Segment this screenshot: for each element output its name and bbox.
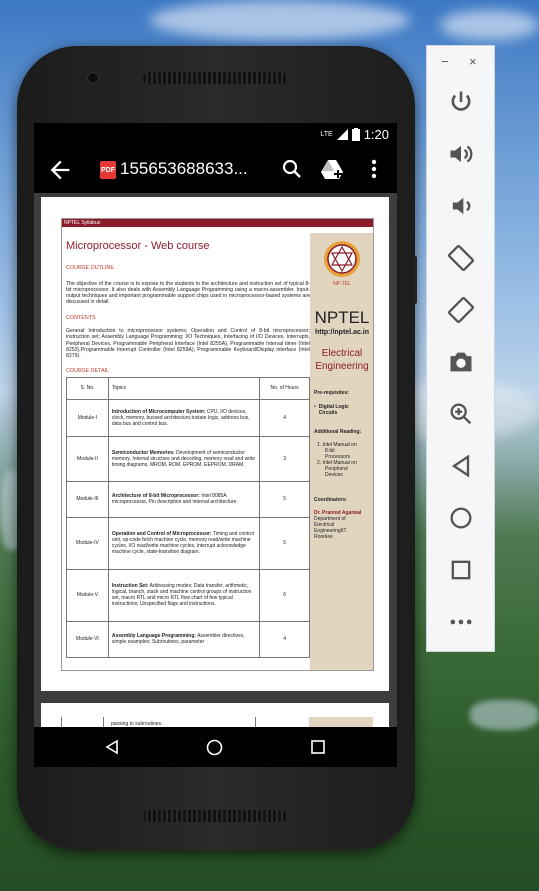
nav-recents-icon[interactable]: [310, 739, 326, 755]
col-sno: S. No.: [67, 377, 109, 399]
svg-text:NP-TEL: NP-TEL: [333, 281, 351, 287]
department: Electrical Engineering: [315, 348, 369, 372]
device-screen: [34, 123, 397, 767]
home-icon[interactable]: [447, 504, 475, 532]
syllabus-band: NPTEL Syllabus: [62, 219, 374, 227]
nav-back-icon[interactable]: [104, 739, 120, 755]
table-row: Module-VI Assembly Language Programming: Assembler directives, simple examples; Subroutines, parameter 4: [67, 621, 310, 657]
close-button[interactable]: ×: [469, 54, 477, 69]
table-row: Module-V Instruction Set: Addressing modes; Data transfer, arithmetic, logical, branch, stack and machine control groups of instruction set, macro RTL and micro RTL flow chart of few typical instructions; Unspecified flags and instructions. 6: [67, 569, 310, 621]
lte-label: LTE: [320, 131, 333, 138]
table-row: Module-IV Operation and Control of Microprocessor: Timing and control unit, op-code fetch machine cycle, memory read/write machine cycles, I/O read/write machine cycles, interrupt acknowledge machine cycle, state-transition diagram. 5: [67, 517, 310, 569]
contents-text: General Introduction to microprocessor systems; Operation and Control of 8-bit microprocessor; instruction set; Assembly Language Programming; I/O Techniques, Interfacing of I/O Devices, Interrupts, Peripheral Devices, Programmable Peripheral Interface (Intel 8255A), Programmable Interval timer (Intel 8253),Programmable Interrupt Controller (Intel 8259A), Programmable Keyboard/Display interface (Intel 8279).: [66, 328, 310, 360]
course-sidebar: [310, 233, 374, 671]
course-title: Microprocessor - Web course: [66, 240, 210, 252]
reading-section: Additional Reading: 1. Intel Manual on 8-bit Processors 2. Intel Manual on Peripheral Devices: [314, 429, 362, 478]
outline-heading: COURSE OUTLINE: [66, 265, 114, 272]
table-row: Module-II Semiconductor Memories: Development of semiconductor memory, Internal structure and decoding, memory read and write timing diagrams, MROM, ROM, EPROM, EEPROM, DRAM. 3: [67, 436, 310, 481]
nptel-url: http://nptel.ac.in: [314, 329, 370, 336]
signal-icon: [337, 129, 348, 140]
rotate-right-icon[interactable]: [447, 296, 475, 324]
add-to-drive-icon[interactable]: [320, 157, 344, 181]
battery-icon: [352, 128, 360, 141]
minimize-button[interactable]: −: [441, 54, 449, 69]
overview-icon[interactable]: [447, 556, 475, 584]
clock: 1:20: [363, 127, 389, 142]
pdf-page: [41, 197, 389, 691]
detail-heading: COURSE DETAIL: [66, 367, 110, 374]
pdf-file-icon: PDF: [100, 161, 116, 179]
rotate-left-icon[interactable]: [447, 244, 475, 272]
back-icon[interactable]: [447, 452, 475, 480]
search-icon[interactable]: [280, 157, 304, 181]
power-icon[interactable]: [447, 88, 475, 116]
outline-text: The objective of the course is to expose to the students to the architecture and instruction set of typical 8-bit microprocessor. It also deals with Assembly Language Programming using a macro-assembler. Input-output techniques and important programmable support chips used in microprocessor-based systems are discussed in detail.: [66, 280, 310, 306]
volume-up-icon[interactable]: [447, 140, 475, 168]
emulator-toolbar: [426, 45, 495, 652]
more-icon[interactable]: [447, 608, 475, 636]
prereq-section: Pre-requisites: • Digital Logic Circuits: [314, 390, 350, 416]
table-header-row: [67, 377, 310, 399]
nptel-logo: [318, 239, 366, 287]
contents-heading: CONTENTS: [66, 314, 96, 321]
navigation-bar: [34, 727, 397, 767]
course-table: [66, 377, 310, 658]
nptel-name: NPTEL: [314, 308, 370, 327]
col-topics: Topics: [108, 377, 259, 399]
col-hours: No. of Hours: [260, 377, 310, 399]
nav-home-icon[interactable]: [206, 739, 223, 756]
coordinators-section: Coordinators: Dr. Pramod Agarwal Department of Electrical EngineeringIIT Roorkee: [314, 497, 362, 540]
more-options-icon[interactable]: [364, 157, 384, 181]
pdf-viewer[interactable]: [34, 193, 397, 727]
table-row: Module-III Architecture of 8-bit Microprocessor: Intel 8085A microprocessor, Pin description and internal architecture. 5: [67, 481, 310, 517]
back-arrow-icon[interactable]: [46, 156, 74, 184]
front-camera: [87, 72, 99, 84]
power-key: [413, 256, 417, 304]
status-bar: [34, 123, 397, 147]
next-page-text: passing to subroutines.: [111, 721, 163, 727]
volume-down-icon[interactable]: [447, 192, 475, 220]
app-toolbar: [34, 147, 397, 193]
syllabus-document: [61, 218, 374, 671]
zoom-icon[interactable]: [447, 400, 475, 428]
table-row: Module-I Introduction of Microcomputer System: CPU, I/O devices, clock, memory, bussed architecture,tristate logic, address bus, data bus and control bus. 4: [67, 399, 310, 436]
top-speaker: [143, 72, 287, 84]
course-main: [66, 233, 310, 658]
document-title: 155653688633...: [120, 159, 248, 178]
bottom-speaker: [143, 810, 287, 822]
camera-icon[interactable]: [447, 348, 475, 376]
